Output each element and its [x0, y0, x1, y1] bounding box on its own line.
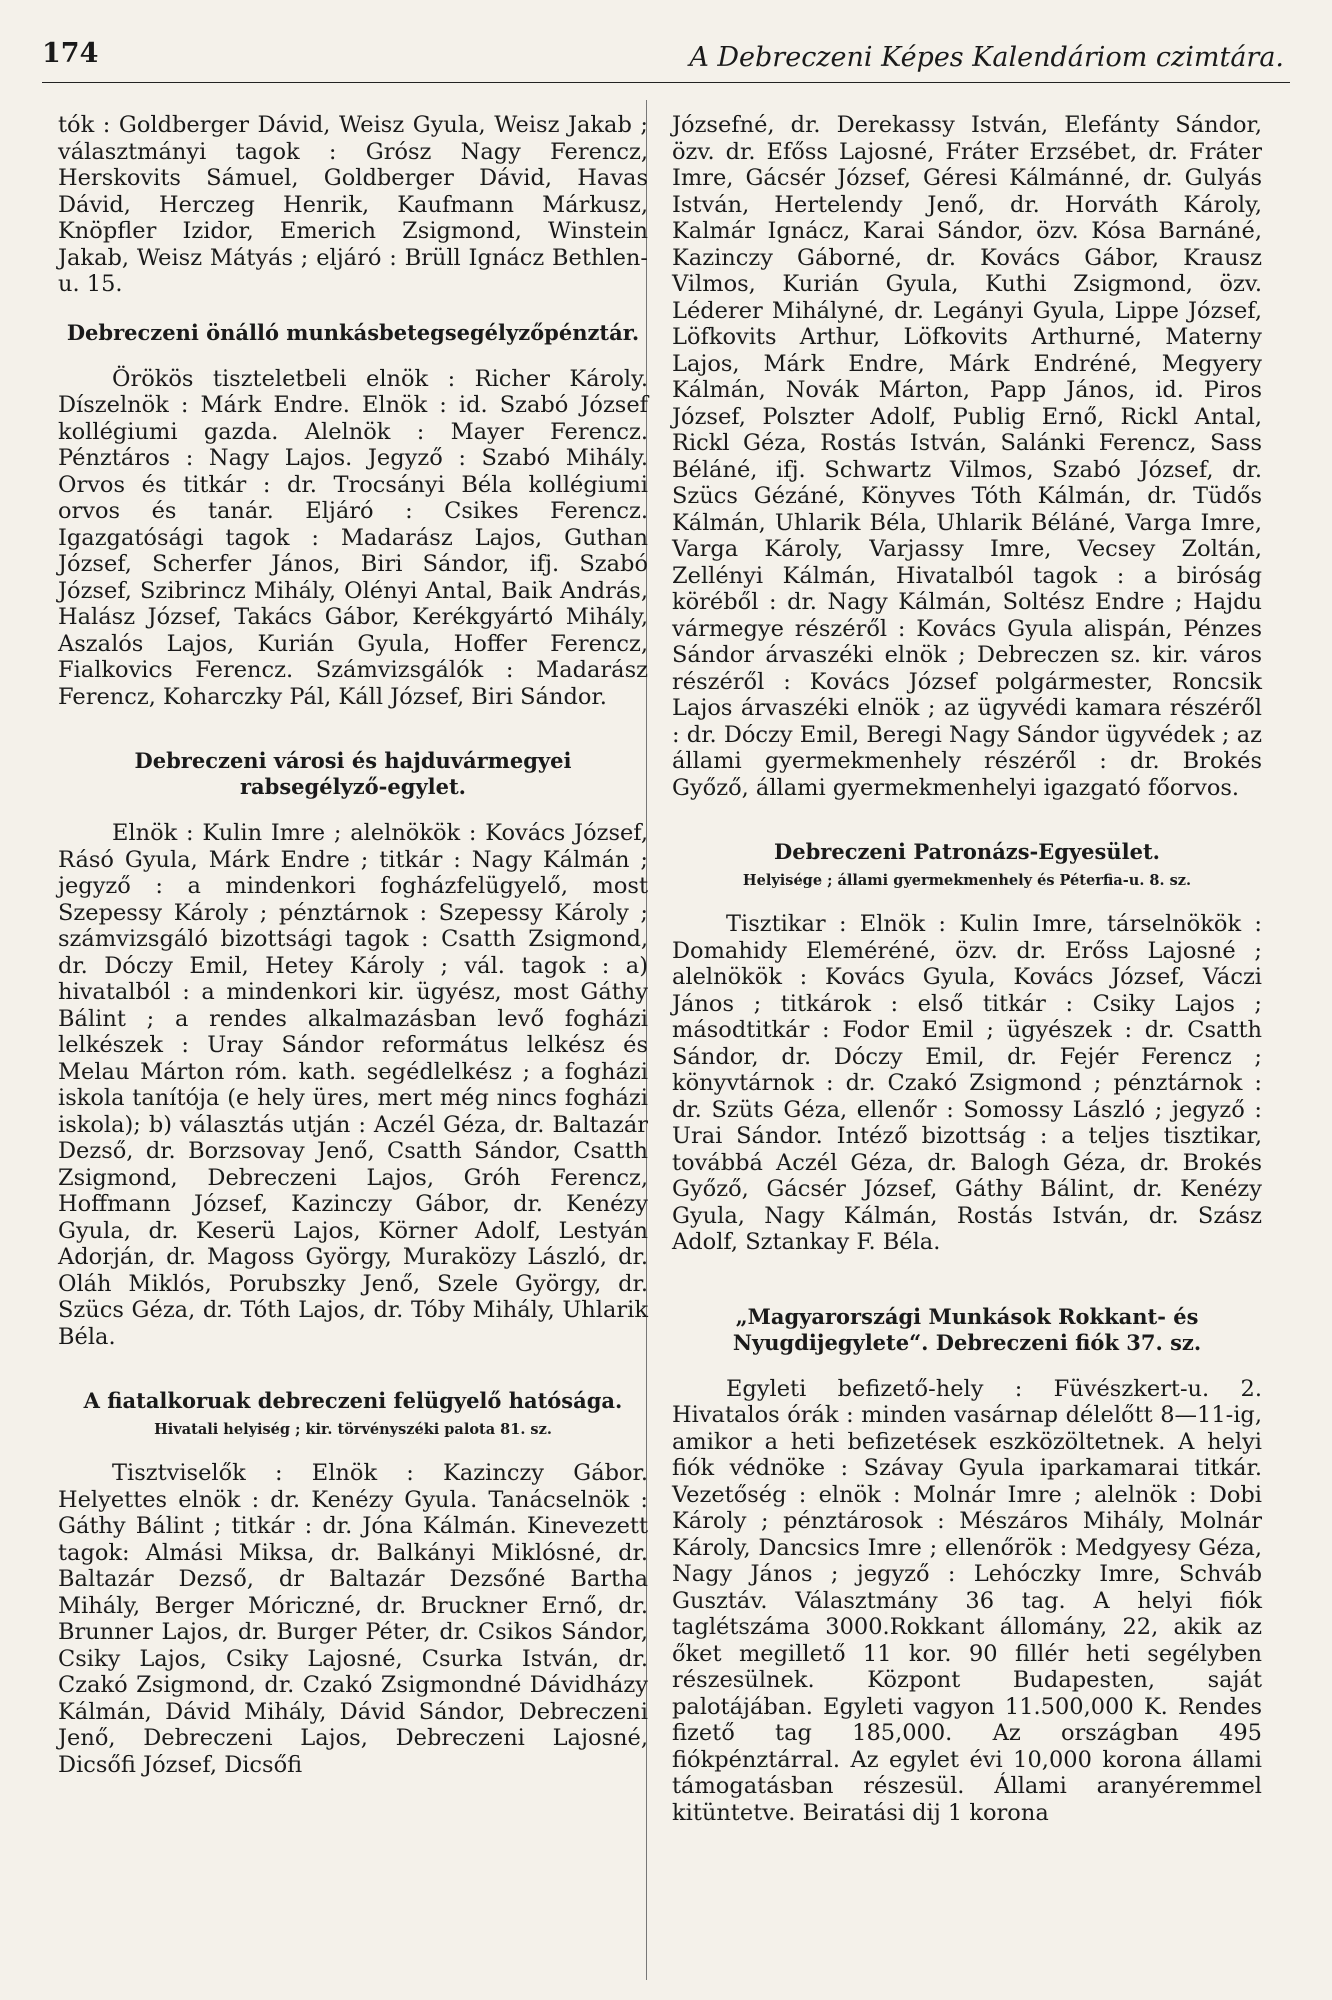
section-heading-munkasbeteg: Debreczeni önálló munkásbetegsegélyzőpénztár.: [66, 319, 640, 345]
section-heading-patronazs: Debreczeni Patronázs-Egyesület.: [774, 839, 1160, 864]
section-heading-rabsegelyzo: Debreczeni városi és hajduvármegyei rabsegélyző-egylet.: [134, 748, 572, 799]
section-body-fiatalkoruak: Tisztviselők : Elnök : Kazinczy Gábor. Helyettes elnök : dr. Kenézy Gyula. Tanácselnök : Gáthy Bálint ; titkár : dr. Jóna Kálmán. Kinevezett tagok: Almási Miksa, dr. Balkányi Miklósné, dr. Baltazár Dezső, dr Baltazár Dezsőné Bartha Mihály, Berger Móriczné, dr. Bruckner Ernő, dr. Brunner Lajos, dr. Burger Péter, dr. Csikos Sándor, Csiky Lajos, Csiky Lajosné, Csurka István, dr. Czakó Zsigmond, dr. Czakó Zsigmondné Dávidházy Kálmán, Dávid Mihály, Dávid Sándor, Debreczeni Jenő, Debreczeni Lajos, Debreczeni Lajosné, Dicsőfi József, Dicsőfi: [58, 1460, 648, 1778]
page-header: [42, 34, 1290, 83]
section-body-rokkant: Egyleti befizető-hely : Füvészkert-u. 2. Hivatalos órák : minden vasárnap délelőtt 8—11-ig, amikor a heti befizetések eszközöltetnek. A helyi fiók védnöke : Szávay Gyula iparkamarai titkár. Vezetőség : elnök : Molnár Imre ; alelnök : Dobi Károly ; pénztárosok : Mészáros Mihály, Molnár Károly, Dancsics Imre ; ellenőrök : Medgyesy Géza, Nagy János ; jegyző : Lehóczky Imre, Schváb Gusztáv. Választmány 36 tag. A helyi fiók taglétszáma 3000.Rokkant állomány, 22, akik az őket megillető 11 kor. 90 fillér heti segélyben részesülnek. Központ Budapesten, saját palotájában. Egyleti vagyon 11.500,000 K. Rendes fizető tag 185,000. Az országban 495 fiókpénztárral. Az egylet évi 10,000 korona állami támogatásban részesül. Állami aranyéremmel kitüntetve. Beiratási dij 1 korona: [672, 1375, 1262, 1826]
section-body-munkasbeteg: Örökös tiszteletbeli elnök : Richer Károly. Díszelnök : Márk Endre. Elnök : id. Szabó József kollégiumi gazda. Alelnök : Mayer Ferencz. Pénztáros : Nagy Lajos. Jegyző : Szabó Mihály. Orvos és titkár : dr. Trocsányi Béla kollégiumi orvos és tanár. Eljáró : Csikes Ferencz. Igazgatósági tagok : Madarász Lajos, Guthan József, Scherfer János, Biri Sándor, ifj. Szabó József, Szibrincz Mihály, Olényi Antal, Baik András, Halász József, Takács Gábor, Kerékgyártó Mihály, Aszalós Lajos, Kurián Gyula, Hoffer Ferencz, Fialkovics Ferencz. Számvizsgálók : Madarász Ferencz, Koharczky Pál, Káll József, Biri Sándor.: [58, 365, 648, 710]
right-column: [672, 112, 1262, 1826]
left-column: [58, 112, 648, 1778]
section-subtitle-patronazs: Helyisége ; állami gyermekmenhely és Péterfia-u. 8. sz.: [742, 872, 1192, 889]
intro-paragraph: tók : Goldberger Dávid, Weisz Gyula, Weisz Jakab ; választmányi tagok : Grósz Nagy Ferencz, Herskovits Sámuel, Goldberger Dávid, Havas Dávid, Herczeg Henrik, Kaufmann Márkusz, Knöpfler Izidor, Emerich Zsigmond, Winstein Jakab, Weisz Mátyás ; eljáró : Brüll Ignácz Bethlen-u. 15.: [58, 112, 648, 297]
section-heading-fiatalkoruak: A fiatalkoruak debreczeni felügyelő hatósága.: [83, 1388, 623, 1413]
section-body-rabsegelyzo: Elnök : Kulin Imre ; alelnökök : Kovács József, Rásó Gyula, Márk Endre ; titkár : Nagy Kálmán ; jegyző : a mindenkori fogházfelügyelő, most Szepessy Károly ; pénztárnok : Szepessy Károly ; számvizsgáló bizottsági tagok : Csatth Zsigmond, dr. Dóczy Emil, Hetey Károly ; vál. tagok : a) hivatalból : a mindenkori kir. ügyész, most Gáthy Bálint ; a rendes alkalmazásban levő fogházi lelkészek : Uray Sándor református lelkész és Melau Márton róm. kath. segédlelkész ; a fogházi iskola tanítója (e hely üres, mert még nincs fogházi iskola); b) választás utján : Aczél Géza, dr. Baltazár Dezső, dr. Borzsovay Jenő, Csatth Sándor, Csatth Zsigmond, Debreczeni Lajos, Gróh Ferencz, Hoffmann József, Kazinczy Gábor, dr. Kenézy Gyula, dr. Keserü Lajos, Körner Adolf, Lestyán Adorján, dr. Magoss György, Muraközy László, dr. Oláh Miklós, Porubszky Jenő, Szele György, dr. Szücs Géza, dr. Tóth Lajos, dr. Tóby Mihály, Uhlarik Béla.: [58, 820, 648, 1350]
running-title: A Debreczeni Képes Kalendáriom czimtára.: [689, 42, 1284, 73]
page-number: 174: [42, 38, 99, 69]
section-subtitle-fiatalkoruak: Hivatali helyiség ; kir. törvényszéki palota 81. sz.: [154, 1421, 552, 1438]
section-heading-rokkant: „Magyarországi Munkások Rokkant- és Nyugdijegylete“. Debreczeni fiók 37. sz.: [732, 1303, 1202, 1355]
continuation-paragraph: Józsefné, dr. Derekassy István, Elefánty Sándor, özv. dr. Efőss Lajosné, Fráter Erzsébet, dr. Fráter Imre, Gácsér József, Géresi Kálmánné, dr. Gulyás István, Hertelendy Jenő, dr. Horváth Károly, Kalmár Ignácz, Karai Sándor, özv. Kósa Barnáné, Kazinczy Gáborné, dr. Kovács Gábor, Krausz Vilmos, Kurián Gyula, Kuthi Zsigmond, özv. Léderer Mihályné, dr. Legányi Gyula, Lippe József, Löfkovits Arthur, Löfkovits Arthurné, Materny Lajos, Márk Endre, Márk Endréné, Megyery Kálmán, Novák Márton, Papp János, id. Piros József, Polszter Adolf, Publig Ernő, Rickl Antal, Rickl Géza, Rostás István, Salánki Ferencz, Sass Béláné, ifj. Schwartz Vilmos, Szabó József, dr. Szücs Gézáné, Könyves Tóth Kálmán, dr. Tüdős Kálmán, Uhlarik Béla, Uhlarik Béláné, Varga Imre, Varga Károly, Varjassy Imre, Vecsey Zoltán, Zellényi Kálmán, Hivatalból tagok : a biróság köréből : dr. Nagy Kálmán, Soltész Endre ; Hajdu vármegye részéről : Kovács Gyula alispán, Pénzes Sándor árvaszéki elnök ; Debreczen sz. kir. város részéről : Kovács József polgármester, Roncsik Lajos árvaszéki elnök ; az ügyvédi kamara részéről : dr. Dóczy Emil, Beregi Nagy Sándor ügyvédek ; az állami gyermekmenhely részéről : dr. Brokés Győző, állami gyermekmenhelyi igazgató főorvos.: [672, 112, 1262, 801]
section-body-patronazs: Tisztikar : Elnök : Kulin Imre, társelnökök : Domahidy Eleméréné, özv. dr. Erőss Lajosné ; alelnökök : Kovács Gyula, Kovács József, Váczi János ; titkárok : első titkár : Csiky Lajos ; másodtitkár : Fodor Emil ; ügyészek : dr. Csatth Sándor, dr. Dóczy Emil, dr. Fejér Ferencz ; könyvtárnok : dr. Czakó Zsigmond ; pénztárnok : dr. Szüts Géza, ellenőr : Somossy László ; jegyző : Urai Sándor. Intéző bizottság : a teljes tisztikar, továbbá Aczél Géza, dr. Balogh Géza, dr. Brokés Győző, Gácsér József, Gáthy Bálint, dr. Kenézy Gyula, Nagy Kálmán, Rostás István, dr. Szász Adolf, Sztankay F. Béla.: [672, 911, 1262, 1255]
